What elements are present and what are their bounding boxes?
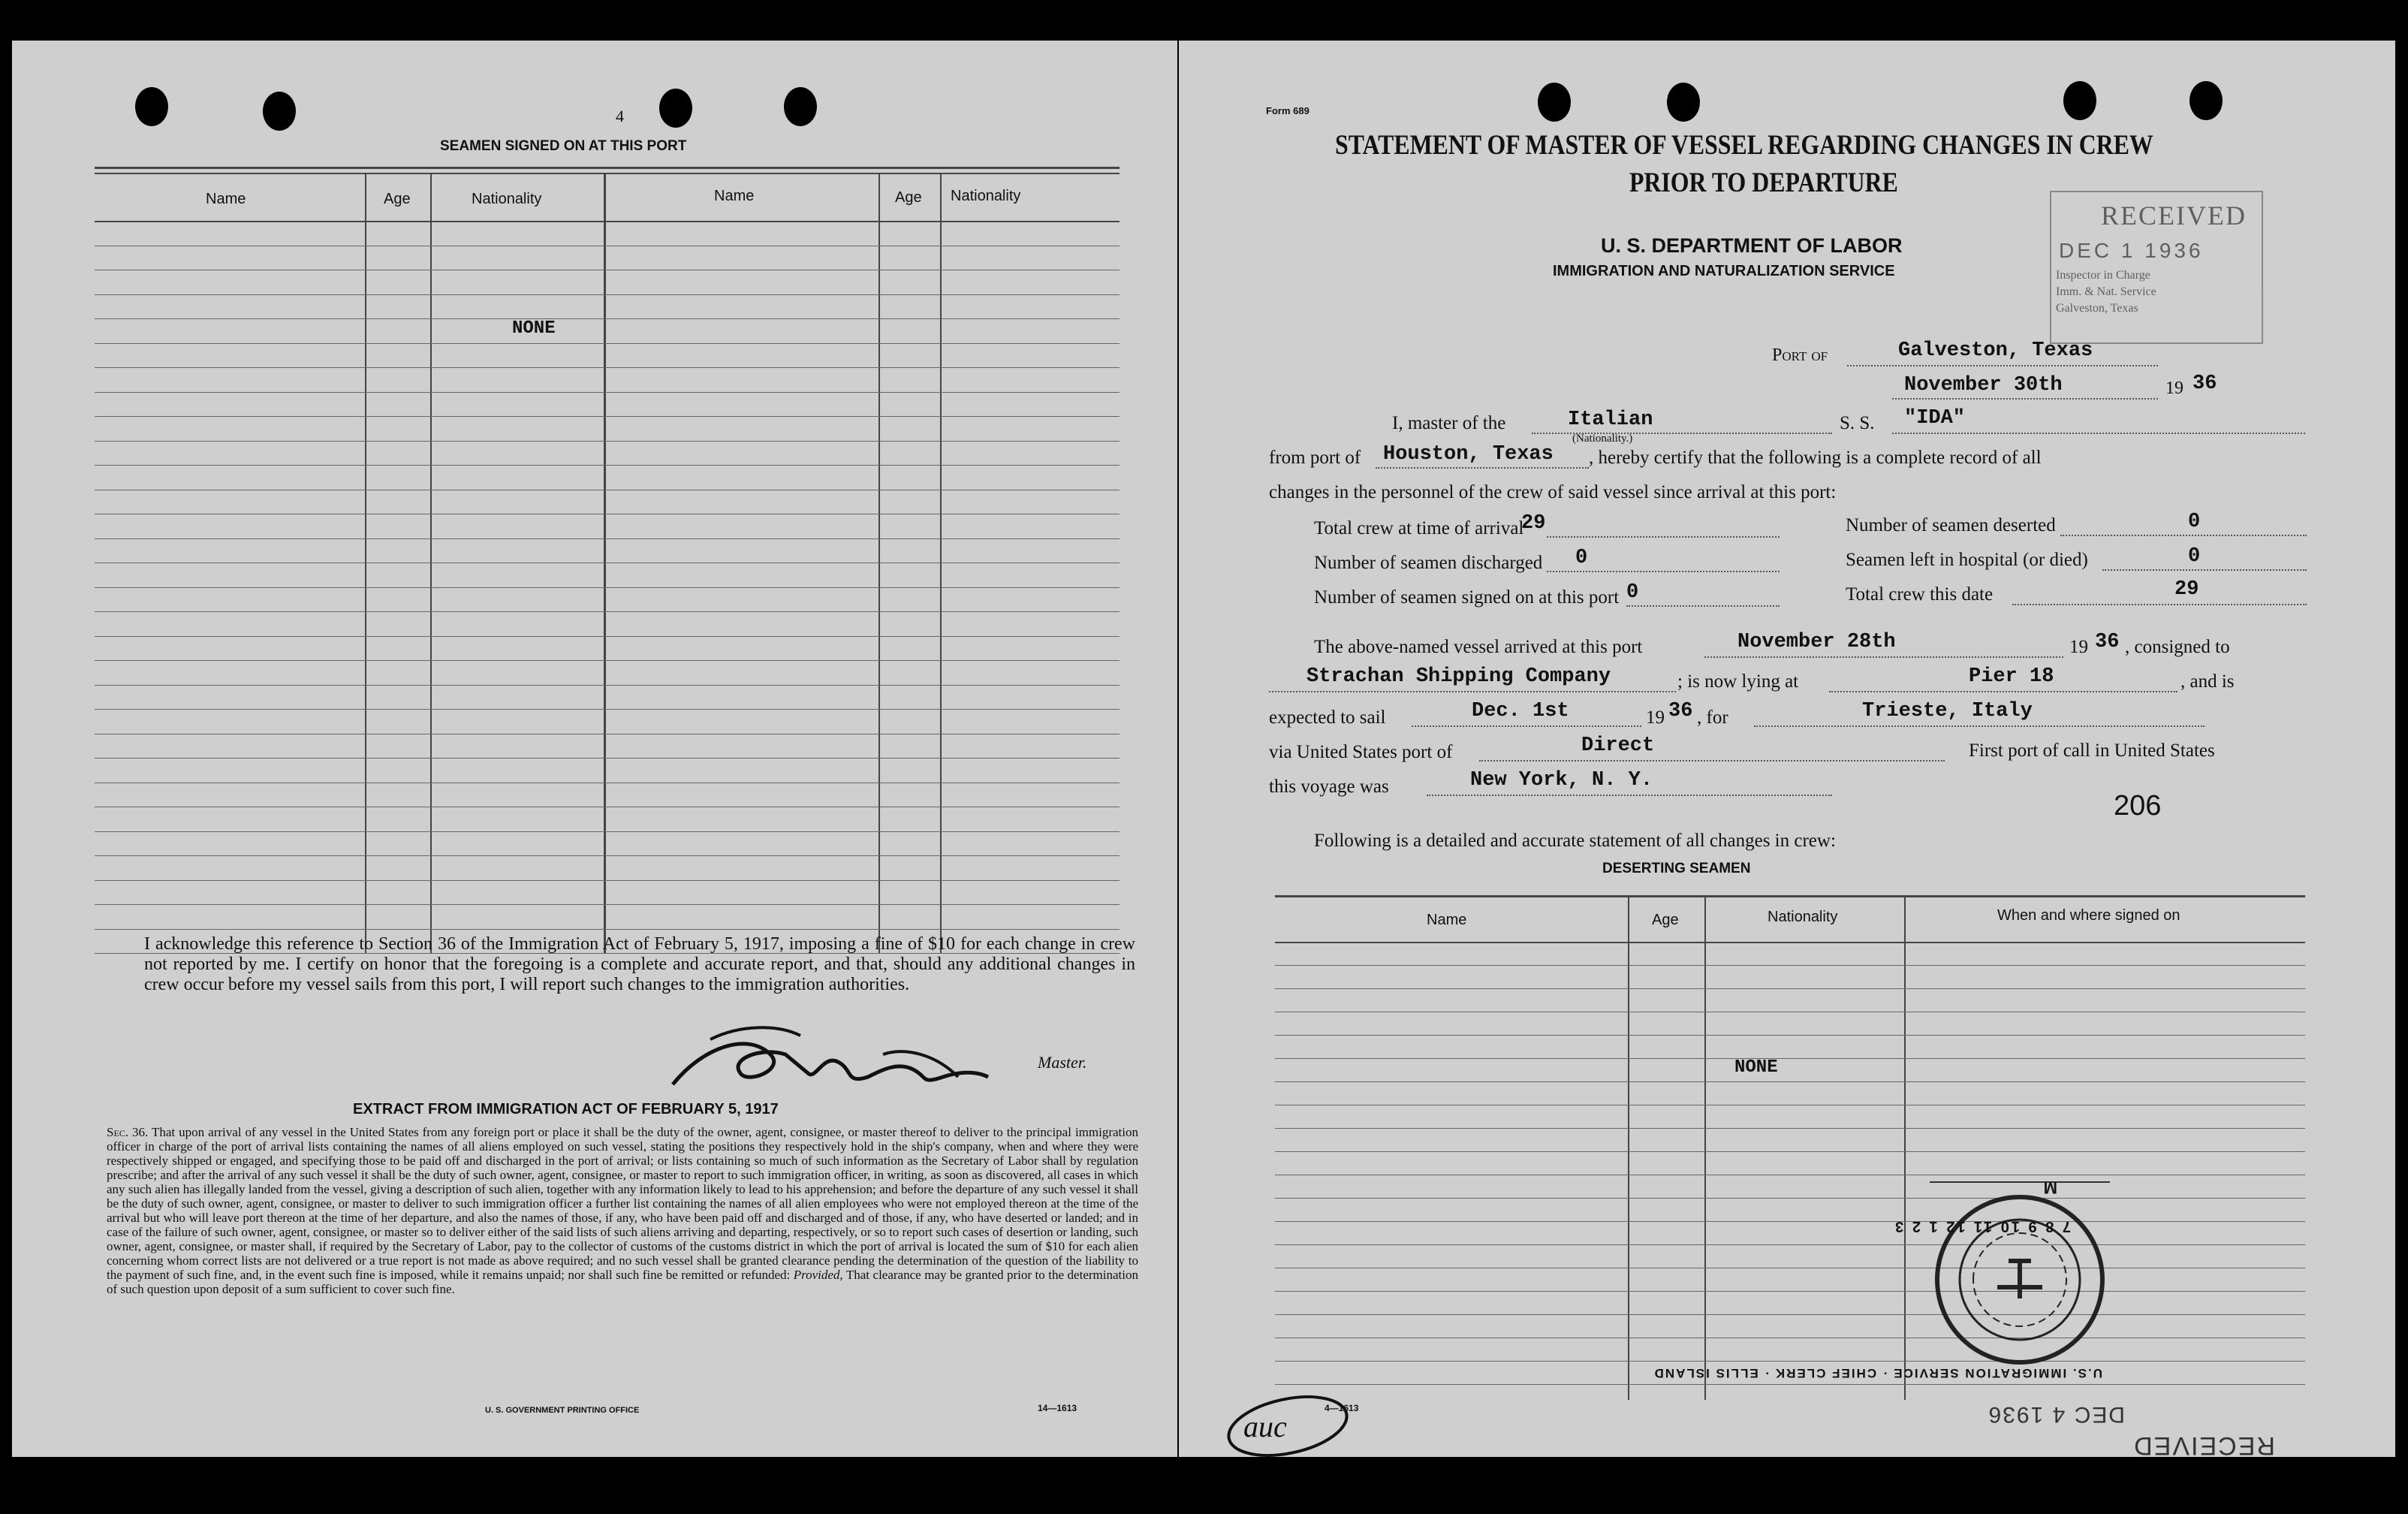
via-port: Direct <box>1581 734 1655 757</box>
table-row-line <box>95 538 1120 539</box>
table-row-line <box>1275 1058 2305 1059</box>
deserted-count: 0 <box>2188 511 2201 533</box>
table-row-line <box>95 587 1120 588</box>
deserting-table-top <box>1275 895 2305 897</box>
table-row-line <box>95 709 1120 710</box>
year-value: 36 <box>2193 372 2217 395</box>
department-name: U. S. DEPARTMENT OF LABOR <box>1601 234 1903 257</box>
table-row-line <box>95 685 1120 686</box>
section-title: SEAMEN SIGNED ON AT THIS PORT <box>440 138 687 154</box>
punch-hole <box>1538 83 1571 122</box>
from-port-value: Houston, Texas <box>1383 443 1554 466</box>
arrival-year: 36 <box>2095 631 2120 653</box>
circular-seal <box>1885 1160 2155 1430</box>
document-title: STATEMENT OF MASTER OF VESSEL REGARDING CHANGES IN CREW <box>1335 130 2153 161</box>
printer-line: U. S. GOVERNMENT PRINTING OFFICE <box>485 1406 640 1415</box>
master-signature <box>658 1002 1003 1107</box>
table-row-line <box>1275 1128 2305 1129</box>
sail-date: Dec. 1st <box>1472 700 1569 722</box>
column-header-name: Name <box>1427 912 1467 928</box>
column-header-nationality: Nationality <box>951 188 1021 204</box>
consignee: Strachan Shipping Company <box>1306 665 1611 688</box>
nationality-value: Italian <box>1568 409 1653 431</box>
extract-title: EXTRACT FROM IMMIGRATION ACT OF FEBRUARY 5, 1917 <box>353 1101 779 1117</box>
extract-text: Sec. 36. That upon arrival of any vessel in the United States from any foreign port or place it shall be the duty of the owner, agent, consignee, or master thereof to deliver to the principal immigration officer in charge of the port of arrival lists containing the names of all aliens employed on such vessel, stating the positions they respectively hold in the ship's company, when and where they were respectively shipped or engaged, and specifying those to be paid off and discharged in the port of arrival; or lists containing so much of such information as the Secretary of Labor shall by regulation prescribe; and after the arrival of any such vessel it shall be the duty of such owner, agent, consignee, or master to report to such immigration officer, in writing, as soon as discovered, all cases in which any such alien has illegally landed from the vessel, giving a description of such alien, together with any information likely to lead to his apprehension; and before the departure of any such vessel it shall be the duty of such owner, agent, consignee, or master to deliver to such immigration officer a further list containing the names of all alien employees who were not employed thereon at the time of the arrival but who will leave port thereon at the time of her departure, and also the names of those, if any, who have been paid off and discharged and of those, if any, who have deserted or landed; and in case of the failure of such owner, agent, consignee, or master so to deliver either of the said lists of such aliens arriving and departing, respectively, or so to report such cases of desertion or landing, such owner, agent, consignee, or master shall, if required by the Secretary of Labor, pay to the collector of customs of the customs district in which the port of arrival is located the sum of $10 for each alien concerning whom correct lists are not delivered or a true report is not made as above required; and no such vessel shall be granted clearance pending the determination of the question of the liability to the payment of such fine, and, in the event such fine is imposed, while it remains unpaid; nor shall such fine be remitted or refunded: Provided, That clearance may be granted prior to the determination of such question upon deposit of a sum sufficient to cover such fine. <box>107 1125 1138 1296</box>
first-port-of-call: New York, N. Y. <box>1470 769 1653 792</box>
punch-hole <box>2190 81 2223 120</box>
table-row-line <box>95 611 1120 612</box>
none-entry: NONE <box>512 318 556 339</box>
punch-hole <box>263 92 296 131</box>
column-header-when-where: When and where signed on <box>1997 907 2180 924</box>
punch-hole <box>135 87 168 126</box>
ship-name: "IDA" <box>1904 407 1966 430</box>
table-row-line <box>95 831 1120 832</box>
right-page: Form 689 STATEMENT OF MASTER OF VESSEL REGARDING CHANGES IN CREW PRIOR TO DEPARTURE U. S. DEPARTMENT OF LABOR IMMIGRATION AND NATURALIZATION SERVICE RECEIVED DEC 1 1936 Inspector in Charge Imm. & Nat. Service Galveston, Texas Port of Galveston, Texas November 30th 19 36 I, master of the Italian (Nationality.) S. S. "IDA" from port of Houston, Texas , hereby certify that the following is a complete record of all changes in the personnel of the crew of said vessel since arrival at this port: Total crew at time of arrival 29 Number of seamen deserted 0 Number of seamen discharged 0 Seamen left in hospital (or died) 0 Number of seamen signed on at this port 0 Total crew this date 29 The above-named vessel arrived at this port November 28th 19 36 , consigned to Strachan Shipping Company ; is now lying at Pier 18 , and is expected to sail Dec. 1st 19 36 , for Trieste, Italy via United States port of Direct First port of call in United States this voyage was New York, N. Y. 206 Following is a detailed and accurate statement of all changes in crew: DESERTING SEAMEN Name Age Nationality When and where signed on NONE U.S. IMMIGRATION SERVICE · CHIEF CLERK · ELLIS ISLAND 7 8 9 10 11 12 1 2 3 DEC 4 1936 M RECEIVED auc 4—1613 <box>1179 41 2395 1457</box>
total-crew-date: 29 <box>2174 578 2199 601</box>
lying-at: Pier 18 <box>1969 665 2054 688</box>
table-row-line <box>1275 965 2305 966</box>
form-code: 14—1613 <box>1038 1403 1077 1413</box>
table-header-rule <box>95 221 1120 222</box>
column-header-name: Name <box>714 188 755 204</box>
column-header-age: Age <box>1652 912 1679 928</box>
signature-label: Master. <box>1038 1053 1087 1072</box>
table-row-line <box>1275 1035 2305 1036</box>
signed-on-count: 0 <box>1626 581 1639 604</box>
column-header-name: Name <box>206 191 246 207</box>
table-row-line <box>95 904 1120 905</box>
deserting-title: DESERTING SEAMEN <box>1602 861 1751 876</box>
table-row-line <box>95 416 1120 417</box>
table-rule <box>95 173 1120 174</box>
table-row-line <box>95 855 1120 856</box>
hospital-count: 0 <box>2188 545 2201 568</box>
table-row-line <box>95 880 1120 881</box>
table-row-line <box>95 562 1120 563</box>
table-row-line <box>95 929 1120 930</box>
column-header-age: Age <box>895 189 922 206</box>
table-row-line <box>95 660 1120 661</box>
table-row-line <box>95 367 1120 368</box>
total-crew-arrival: 29 <box>1521 512 1546 535</box>
punch-hole <box>1667 83 1700 122</box>
acknowledgment-text: I acknowledge this reference to Section 36 of the Immigration Act of February 5, 1917, imposing a fine of $10 for each change in crew not reported by me. I certify on honor that the foregoing is a complete and accurate report, and that, should any additional changes in crew occur before my vessel sails from this port, I will report such changes to the immigration authorities. <box>144 934 1135 994</box>
punch-hole <box>2063 81 2096 120</box>
document-subtitle: PRIOR TO DEPARTURE <box>1629 167 1898 198</box>
received-stamp: RECEIVED DEC 1 1936 Inspector in Charge Imm. & Nat. Service Galveston, Texas <box>2050 191 2263 344</box>
punch-hole <box>784 87 817 126</box>
port-value: Galveston, Texas <box>1898 339 2093 362</box>
table-row-line <box>1275 988 2305 989</box>
form-number: Form 689 <box>1266 105 1309 116</box>
table-row-line <box>95 318 1120 319</box>
service-name: IMMIGRATION AND NATURALIZATION SERVICE <box>1553 263 1895 279</box>
discharged-count: 0 <box>1575 547 1588 569</box>
column-header-nationality: Nationality <box>472 191 542 207</box>
table-row-line <box>1275 1081 2305 1082</box>
column-header-age: Age <box>384 191 411 207</box>
sail-year: 36 <box>1668 700 1693 722</box>
none-entry: NONE <box>1734 1057 1778 1078</box>
table-row-line <box>95 294 1120 295</box>
arrival-date: November 28th <box>1737 631 1896 653</box>
table-row-line <box>95 441 1120 442</box>
table-row-line <box>95 343 1120 344</box>
table-row-line <box>95 758 1120 759</box>
page-number: 4 <box>616 107 624 125</box>
table-row-line <box>95 636 1120 637</box>
destination: Trieste, Italy <box>1862 700 2033 722</box>
handwritten-number: 206 <box>2114 790 2162 822</box>
table-row-line <box>95 465 1120 466</box>
column-header-nationality: Nationality <box>1768 909 1838 925</box>
punch-hole <box>659 89 692 128</box>
form-code: 4—1613 <box>1325 1403 1359 1413</box>
initials: auc <box>1243 1410 1287 1443</box>
date-value: November 30th <box>1904 374 2063 397</box>
left-page <box>12 41 1177 1457</box>
port-label: Port of <box>1772 345 1828 365</box>
table-row-line <box>1275 1151 2305 1152</box>
table-row-line <box>95 392 1120 393</box>
ellis-island-stamp: U.S. IMMIGRATION SERVICE · CHIEF CLERK · ELLIS ISLAND 7 8 9 10 11 12 1 2 3 DEC 4 1936 M RECEIVED <box>1885 1160 2155 1430</box>
table-top-rule <box>95 167 1120 169</box>
